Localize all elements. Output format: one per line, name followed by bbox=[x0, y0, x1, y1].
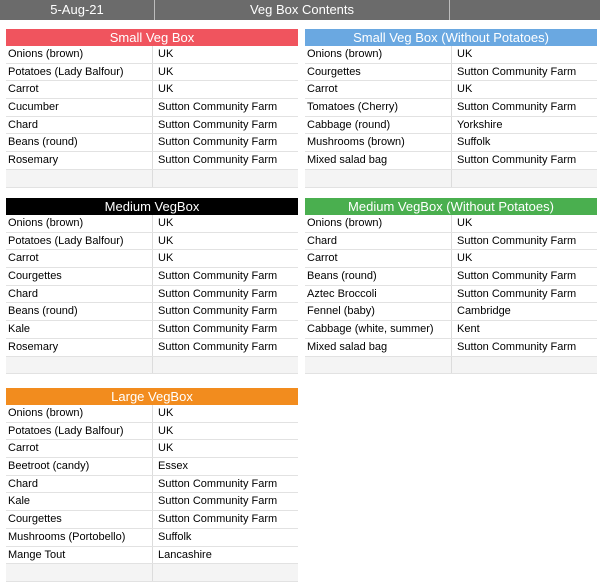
item-list bbox=[6, 405, 298, 582]
item-name[interactable]: Chard bbox=[8, 477, 38, 490]
table-row bbox=[305, 99, 597, 117]
item-source[interactable]: Sutton Community Farm bbox=[158, 154, 278, 167]
cell-divider bbox=[152, 303, 153, 320]
cell-divider bbox=[152, 99, 153, 116]
table-row bbox=[6, 81, 298, 99]
table-row bbox=[6, 233, 298, 251]
item-source[interactable]: Cambridge bbox=[457, 305, 511, 318]
item-name[interactable]: Mushrooms (Portobello) bbox=[8, 530, 126, 543]
item-name[interactable]: Courgettes bbox=[8, 513, 62, 526]
empty-row bbox=[305, 170, 597, 188]
cell-divider bbox=[451, 117, 452, 134]
item-name[interactable]: Cabbage (white, summer) bbox=[307, 323, 434, 336]
item-name[interactable]: Tomatoes (Cherry) bbox=[307, 101, 399, 114]
table-row bbox=[6, 64, 298, 82]
table-row bbox=[6, 423, 298, 441]
cell-divider bbox=[451, 99, 452, 116]
item-name[interactable]: Onions (brown) bbox=[307, 48, 383, 60]
item-name[interactable]: Courgettes bbox=[307, 65, 361, 78]
cell-divider bbox=[451, 134, 452, 151]
cell-divider bbox=[152, 134, 153, 151]
cell-divider bbox=[451, 152, 452, 169]
medium-veg-box bbox=[6, 198, 298, 374]
item-name[interactable]: Chard bbox=[307, 234, 337, 247]
item-name[interactable]: Carrot bbox=[307, 83, 338, 96]
table-row bbox=[305, 321, 597, 339]
table-row bbox=[305, 215, 597, 233]
table-row bbox=[305, 81, 597, 99]
box-title[interactable]: Large VegBox bbox=[6, 388, 298, 405]
item-source[interactable]: Essex bbox=[158, 460, 188, 473]
table-row bbox=[305, 46, 597, 64]
item-source[interactable]: Sutton Community Farm bbox=[457, 340, 577, 353]
table-row bbox=[6, 134, 298, 152]
cell-divider bbox=[451, 357, 452, 374]
date-cell[interactable]: 5-Aug-21 bbox=[50, 2, 104, 17]
item-list bbox=[6, 215, 298, 374]
item-name[interactable]: Aztec Broccoli bbox=[307, 287, 377, 300]
cell-divider bbox=[152, 117, 153, 134]
box-title[interactable]: Medium VegBox bbox=[6, 198, 298, 215]
item-source[interactable]: Sutton Community Farm bbox=[457, 154, 577, 167]
table-row bbox=[305, 117, 597, 135]
cell-divider bbox=[152, 46, 153, 63]
item-name[interactable]: Beans (round) bbox=[307, 270, 377, 283]
table-row bbox=[305, 233, 597, 251]
item-name[interactable]: Beetroot (candy) bbox=[8, 460, 90, 473]
item-name[interactable]: Mixed salad bag bbox=[307, 154, 388, 167]
cell-divider bbox=[451, 46, 452, 63]
item-name[interactable]: Mixed salad bag bbox=[307, 340, 388, 353]
table-row bbox=[305, 268, 597, 286]
item-source[interactable]: Suffolk bbox=[158, 530, 192, 543]
item-name[interactable]: Mushrooms (brown) bbox=[307, 136, 405, 149]
header-bar bbox=[0, 0, 600, 20]
cell-divider bbox=[152, 423, 153, 440]
sheet-title[interactable]: Veg Box Contents bbox=[249, 2, 355, 17]
item-source[interactable]: Sutton Community Farm bbox=[158, 513, 278, 526]
cell-divider bbox=[451, 268, 452, 285]
item-name[interactable]: Potatoes (Lady Balfour) bbox=[8, 234, 124, 247]
empty-row bbox=[6, 564, 298, 582]
item-list bbox=[305, 46, 597, 188]
item-source[interactable]: Sutton Community Farm bbox=[158, 305, 278, 318]
item-name[interactable]: Rosemary bbox=[8, 154, 59, 167]
item-list bbox=[305, 215, 597, 374]
table-row bbox=[6, 547, 298, 565]
item-name[interactable]: Carrot bbox=[307, 252, 338, 265]
item-name[interactable]: Onions (brown) bbox=[307, 217, 383, 229]
table-row bbox=[305, 134, 597, 152]
table-row bbox=[6, 99, 298, 117]
cell-divider bbox=[152, 250, 153, 267]
item-source[interactable]: UK bbox=[457, 252, 473, 265]
item-name[interactable]: Carrot bbox=[8, 442, 39, 455]
table-row bbox=[6, 511, 298, 529]
cell-divider bbox=[152, 64, 153, 81]
item-source[interactable]: Sutton Community Farm bbox=[158, 340, 278, 353]
table-row bbox=[6, 46, 298, 64]
item-name[interactable]: Fennel (baby) bbox=[307, 305, 375, 318]
item-source[interactable]: UK bbox=[158, 442, 174, 455]
table-row bbox=[305, 339, 597, 357]
cell-divider bbox=[152, 233, 153, 250]
cell-divider bbox=[152, 547, 153, 564]
table-row bbox=[6, 268, 298, 286]
table-row bbox=[6, 339, 298, 357]
empty-header-cell[interactable] bbox=[450, 0, 600, 20]
table-row bbox=[6, 458, 298, 476]
item-name[interactable]: Onions (brown) bbox=[8, 407, 84, 419]
cell-divider bbox=[152, 321, 153, 338]
cell-divider bbox=[451, 286, 452, 303]
item-source[interactable]: UK bbox=[158, 217, 174, 229]
item-source[interactable]: Sutton Community Farm bbox=[158, 270, 278, 283]
cell-divider bbox=[152, 268, 153, 285]
table-row bbox=[6, 476, 298, 494]
item-name[interactable]: Kale bbox=[8, 495, 31, 508]
table-row bbox=[305, 303, 597, 321]
empty-row bbox=[6, 170, 298, 188]
item-name[interactable]: Chard bbox=[8, 287, 38, 300]
cell-divider bbox=[152, 170, 153, 187]
table-row bbox=[6, 440, 298, 458]
item-name[interactable]: Carrot bbox=[8, 252, 39, 265]
item-name[interactable]: Rosemary bbox=[8, 340, 59, 353]
cell-divider bbox=[152, 458, 153, 475]
box-title[interactable]: Medium VegBox (Without Potatoes) bbox=[305, 198, 597, 215]
item-source[interactable]: Sutton Community Farm bbox=[158, 495, 278, 508]
item-name[interactable]: Beans (round) bbox=[8, 136, 78, 149]
table-row bbox=[6, 529, 298, 547]
large-veg-box bbox=[6, 388, 298, 582]
cell-divider bbox=[451, 64, 452, 81]
cell-divider bbox=[451, 250, 452, 267]
table-row bbox=[305, 250, 597, 268]
item-name[interactable]: Cabbage (round) bbox=[307, 118, 391, 131]
cell-divider bbox=[451, 170, 452, 187]
table-row bbox=[305, 64, 597, 82]
table-row bbox=[6, 215, 298, 233]
table-row bbox=[6, 303, 298, 321]
table-row bbox=[305, 152, 597, 170]
table-row bbox=[6, 493, 298, 511]
item-source[interactable]: Sutton Community Farm bbox=[457, 65, 577, 78]
cell-divider bbox=[152, 529, 153, 546]
item-name[interactable]: Beans (round) bbox=[8, 305, 78, 318]
item-source[interactable]: Sutton Community Farm bbox=[158, 101, 278, 114]
cell-divider bbox=[152, 511, 153, 528]
item-name[interactable]: Kale bbox=[8, 323, 31, 336]
cell-divider bbox=[152, 405, 153, 422]
item-source[interactable]: UK bbox=[158, 83, 174, 96]
item-source[interactable]: UK bbox=[158, 424, 174, 437]
cell-divider bbox=[152, 215, 153, 232]
item-source[interactable]: Lancashire bbox=[158, 548, 212, 561]
box-title[interactable]: Small Veg Box bbox=[6, 29, 298, 46]
cell-divider bbox=[451, 233, 452, 250]
cell-divider bbox=[152, 286, 153, 303]
item-source[interactable]: UK bbox=[457, 217, 473, 229]
table-row bbox=[6, 405, 298, 423]
item-source[interactable]: Sutton Community Farm bbox=[158, 477, 278, 490]
item-source[interactable]: Sutton Community Farm bbox=[457, 234, 577, 247]
cell-divider bbox=[152, 564, 153, 581]
item-name[interactable]: Potatoes (Lady Balfour) bbox=[8, 424, 124, 437]
empty-row bbox=[6, 357, 298, 375]
item-name[interactable]: Cucumber bbox=[8, 101, 59, 114]
cell-divider bbox=[152, 357, 153, 374]
item-source[interactable]: Sutton Community Farm bbox=[158, 323, 278, 336]
item-name[interactable]: Onions (brown) bbox=[8, 217, 84, 229]
item-source[interactable]: UK bbox=[457, 83, 473, 96]
empty-row bbox=[305, 357, 597, 375]
item-source[interactable]: UK bbox=[158, 48, 174, 60]
item-source[interactable]: Sutton Community Farm bbox=[158, 136, 278, 149]
small-veg-box bbox=[6, 29, 298, 188]
medium-veg-box-no-potatoes bbox=[305, 198, 597, 374]
item-source[interactable]: UK bbox=[158, 234, 174, 247]
cell-divider bbox=[451, 321, 452, 338]
item-name[interactable]: Carrot bbox=[8, 83, 39, 96]
cell-divider bbox=[152, 493, 153, 510]
small-veg-box-no-potatoes bbox=[305, 29, 597, 188]
cell-divider bbox=[451, 339, 452, 356]
cell-divider bbox=[152, 81, 153, 98]
table-row bbox=[305, 286, 597, 304]
table-row bbox=[6, 250, 298, 268]
item-source[interactable]: Sutton Community Farm bbox=[158, 118, 278, 131]
table-row bbox=[6, 117, 298, 135]
item-name[interactable]: Courgettes bbox=[8, 270, 62, 283]
cell-divider bbox=[152, 339, 153, 356]
table-row bbox=[6, 321, 298, 339]
item-source[interactable]: UK bbox=[158, 252, 174, 265]
item-source[interactable]: Kent bbox=[457, 323, 480, 336]
item-name[interactable]: Mange Tout bbox=[8, 548, 66, 561]
item-list bbox=[6, 46, 298, 188]
item-source[interactable]: UK bbox=[158, 407, 174, 419]
item-source[interactable]: Sutton Community Farm bbox=[457, 101, 577, 114]
cell-divider bbox=[451, 81, 452, 98]
cell-divider bbox=[451, 303, 452, 320]
item-source[interactable]: Sutton Community Farm bbox=[457, 287, 577, 300]
cell-divider bbox=[451, 215, 452, 232]
item-source[interactable]: Sutton Community Farm bbox=[457, 270, 577, 283]
cell-divider bbox=[152, 152, 153, 169]
table-row bbox=[6, 286, 298, 304]
item-source[interactable]: Sutton Community Farm bbox=[158, 287, 278, 300]
item-source[interactable]: Suffolk bbox=[457, 136, 491, 149]
item-name[interactable]: Onions (brown) bbox=[8, 48, 84, 60]
cell-divider bbox=[152, 476, 153, 493]
cell-divider bbox=[152, 440, 153, 457]
item-name[interactable]: Chard bbox=[8, 118, 38, 131]
item-source[interactable]: Yorkshire bbox=[457, 118, 503, 131]
item-name[interactable]: Potatoes (Lady Balfour) bbox=[8, 65, 124, 78]
item-source[interactable]: UK bbox=[457, 48, 473, 60]
table-row bbox=[6, 152, 298, 170]
box-title[interactable]: Small Veg Box (Without Potatoes) bbox=[305, 29, 597, 46]
item-source[interactable]: UK bbox=[158, 65, 174, 78]
